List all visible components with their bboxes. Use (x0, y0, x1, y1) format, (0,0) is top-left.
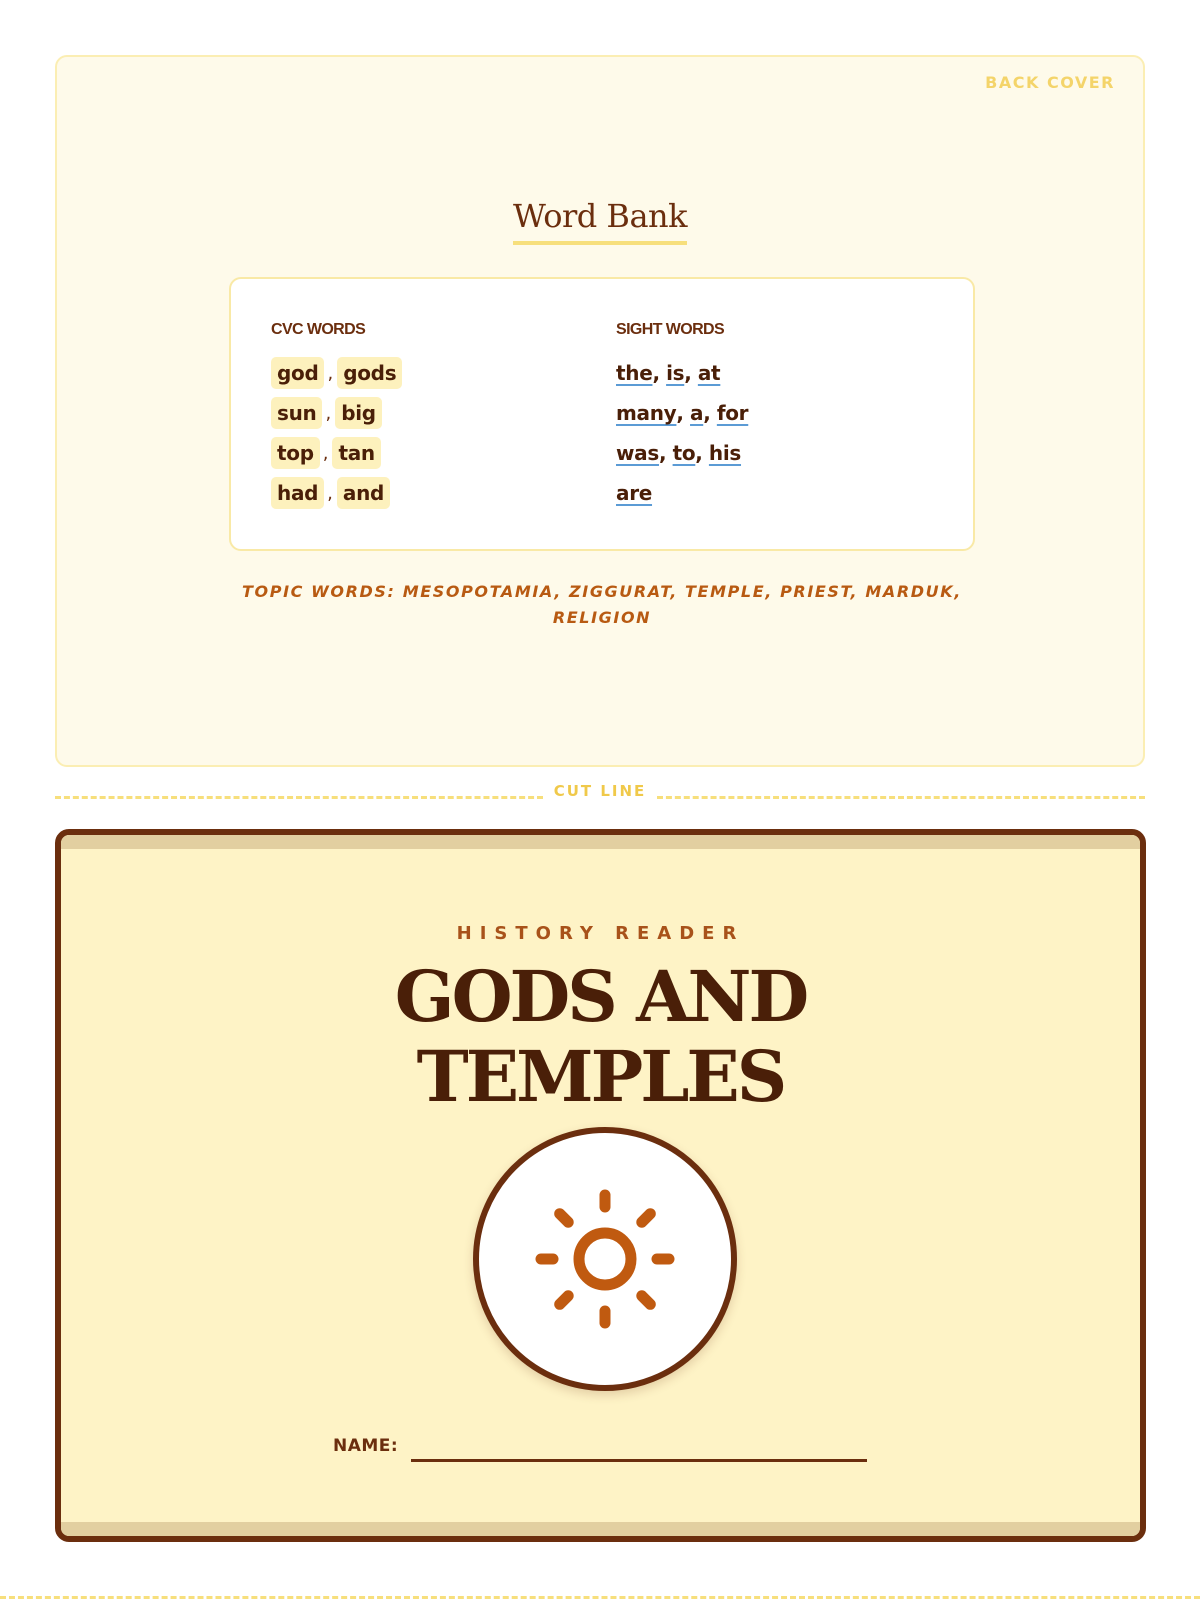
sight-word: the (616, 361, 653, 385)
sight-word: at (697, 361, 721, 385)
book-title-line-1: GODS AND (394, 955, 807, 1038)
comma: , (322, 442, 329, 464)
comma: , (703, 401, 711, 425)
sight-word: many (616, 401, 677, 425)
word-bank-title-wrap (57, 197, 1143, 245)
sight-row (616, 433, 748, 473)
topic-words: TOPIC WORDS: MESOPOTAMIA, ZIGGURAT, TEMPLE, PRIEST, MARDUK, RELIGION (242, 582, 962, 627)
comma: , (684, 361, 692, 385)
sight-word: was (616, 441, 659, 465)
sight-word: are (616, 481, 653, 505)
sight-word: his (708, 441, 742, 465)
series-label: HISTORY READER (456, 923, 745, 944)
cvc-word: tan (332, 437, 380, 469)
cvc-word: top (271, 437, 320, 469)
cvc-row (271, 473, 402, 513)
book-title-line-2: TEMPLES (416, 1035, 785, 1118)
cvc-word: gods (337, 357, 402, 389)
name-write-line[interactable] (411, 1459, 867, 1462)
comma: , (652, 361, 661, 385)
sight-row (616, 393, 748, 433)
bottom-cut-line (0, 1596, 1200, 1599)
cvc-words-heading: CVC WORDS (271, 321, 366, 338)
cvc-word: god (271, 357, 324, 389)
word-bank-box (229, 277, 975, 551)
cut-line (55, 782, 1145, 802)
back-cover-panel (55, 55, 1145, 767)
cvc-word: had (271, 477, 324, 509)
sight-word: for (716, 401, 749, 425)
comma: , (327, 362, 334, 384)
comma: , (325, 402, 332, 424)
sight-row (616, 473, 748, 513)
cvc-row (271, 353, 402, 393)
cvc-row (271, 433, 402, 473)
word-bank-title: Word Bank (513, 197, 687, 245)
sight-word: to (672, 441, 696, 465)
cvc-word: and (337, 477, 390, 509)
cvc-word: big (335, 397, 382, 429)
cvc-words-column (271, 321, 402, 513)
sight-word: is (666, 361, 685, 385)
cvc-row (271, 393, 402, 433)
cut-line-dash-right (657, 796, 1145, 799)
back-cover-label: BACK COVER (985, 73, 1115, 92)
book-title (61, 957, 1140, 1117)
sight-words-heading: SIGHT WORDS (616, 321, 725, 338)
cover-emblem (473, 1127, 737, 1391)
comma: , (658, 441, 667, 465)
sight-words-column (616, 321, 748, 513)
cover-bottom-band (61, 1522, 1140, 1536)
comma: , (695, 441, 703, 465)
cvc-word: sun (271, 397, 322, 429)
front-cover-panel (55, 829, 1146, 1542)
sun-icon (531, 1185, 679, 1333)
name-label: NAME: (333, 1436, 399, 1456)
comma: , (676, 401, 685, 425)
cover-top-band (61, 835, 1140, 849)
cut-line-label: CUT LINE (553, 782, 647, 800)
sight-word: a (690, 401, 704, 425)
sight-row (616, 353, 748, 393)
comma: , (327, 482, 333, 504)
